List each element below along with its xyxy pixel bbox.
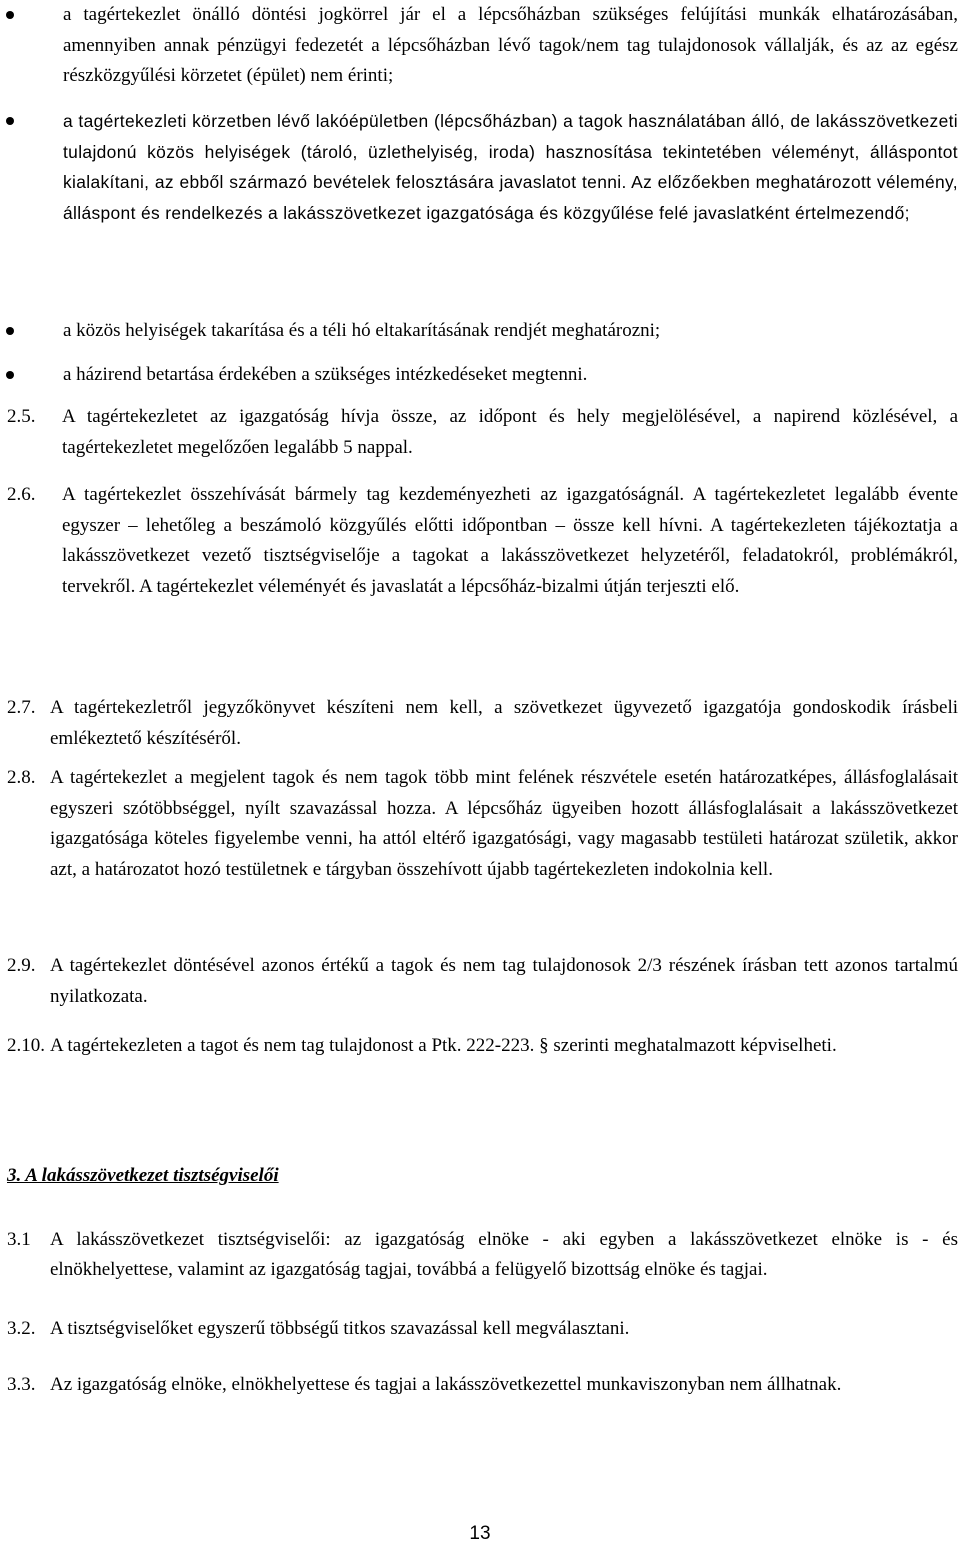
paragraph-text: A tagértekezletet az igazgatóság hívja össze, az időpont és hely megjelölésével, a napirend közlésével, a tagértekezletet megelőzően legalább 5 nappal. [62, 406, 958, 458]
bullet-text: a tagértekezlet önálló döntési jogkörrel jár el a lépcsőházban szükséges felújítási munkák elhatározásában, amennyiben annak pénzügyi fedezetét a lépcsőházban lévő tagok/nem tag tulajdonosok vállalják, és az az egész részközgyűlési körzetet (épület) nem érinti; [63, 4, 958, 86]
paragraph-text: A tagértekezlet döntésével azonos értékű a tagok és nem tag tulajdonosok 2/3 részének írásban tett azonos tartalmú nyilatkozata. [50, 955, 958, 1007]
paragraph-2-9 [7, 951, 958, 1012]
paragraph-2-7 [7, 693, 958, 754]
paragraph-number: 3.3. [7, 1374, 36, 1395]
paragraph-2-6 [7, 480, 958, 602]
bullet-text: a házirend betartása érdekében a szükséges intézkedéseket megtenni. [63, 364, 588, 385]
paragraph-number: 2.9. [7, 955, 36, 976]
paragraph-3-3 [7, 1370, 958, 1400]
paragraph-text: A tagértekezlet a megjelent tagok és nem tagok több mint felének részvétele esetén határozatképes, állásfoglalásait egyszeri szótöbbséggel, nyílt szavazással hozza. A lépcsőház ügyeiben hozott állásfoglalásait a lakásszövetkezet igazgatósága köteles figyelembe venni, ha attól eltérő igazgatósági, vagy magasabb testületi határozat születik, akkor azt, a határozatot hozó testületnek e tárgyban összehívott újabb tagértekezleten indokolnia kell. [50, 767, 958, 880]
paragraph-2-8 [7, 763, 958, 885]
paragraph-number: 2.8. [7, 767, 36, 788]
bullet-icon [6, 371, 14, 379]
paragraph-number: 2.7. [7, 697, 36, 718]
paragraph-text: A tisztségviselőket egyszerű többségű titkos szavazással kell megválasztani. [50, 1318, 630, 1339]
paragraph-text: A tagértekezlet összehívását bármely tag kezdeményezheti az igazgatóságnál. A tagértekezletet legalább évente egyszer – lehetőleg a beszámoló közgyűlés előtti időpontban – össze kell hívni. A tagértekezleten tájékoztatja a lakásszövetkezet vezető tisztségviselője a tagokat a lakásszövetkezet helyzetéről, feladatokról, problémákról, tervekről. A tagértekezlet véleményét és javaslatát a lépcsőház-bizalmi útján terjeszti elő. [62, 484, 958, 597]
bullet-item [6, 316, 958, 347]
paragraph-number: 2.10. [7, 1035, 45, 1056]
bullet-icon [6, 117, 14, 125]
paragraph-text: A tagértekezleten a tagot és nem tag tulajdonost a Ptk. 222-223. § szerinti meghatalmazott képviselheti. [50, 1035, 837, 1056]
paragraph-text: A lakásszövetkezet tisztségviselői: az igazgatóság elnöke - aki egyben a lakásszövetkezet elnöke is - és elnökhelyettese, valamint az igazgatóság tagjai, továbbá a felügyelő bizottság elnöke és tagjai. [50, 1229, 958, 1280]
bullet-icon [6, 11, 14, 19]
bullet-text: a tagértekezleti körzetben lévő lakóépületben (lépcsőházban) a tagok használatában álló, de lakásszövetkezeti tulajdonú közös helyiségek (tároló, üzlethelyiség, iroda) hasznosítása tekintetében véleményt, álláspontot kialakítani, az ebből származó bevételek felosztására javaslatot tenni. Az előzőekben meghatározott vélemény, álláspont és rendelkezés a lakásszövetkezet igazgatósága és közgyűlése felé javaslatként értelmezendő; [63, 111, 958, 223]
paragraph-number: 2.6. [7, 484, 36, 505]
bullet-text: a közös helyiségek takarítása és a téli hó eltakarításának rendjét meghatározni; [63, 320, 661, 341]
paragraph-number: 3.1 [7, 1229, 31, 1250]
bullet-item [6, 360, 958, 391]
paragraph-text: A tagértekezletről jegyzőkönyvet készíteni nem kell, a szövetkezet ügyvezető igazgatója gondoskodik írásbeli emlékeztető készítéséről. [50, 697, 958, 749]
bullet-icon [6, 327, 14, 335]
paragraph-2-10 [7, 1031, 958, 1062]
paragraph-text: Az igazgatóság elnöke, elnökhelyettese és tagjai a lakásszövetkezettel munkaviszonyban nem állhatnak. [50, 1374, 842, 1395]
paragraph-3-1 [7, 1225, 958, 1285]
paragraph-number: 2.5. [7, 406, 36, 427]
bullet-item [6, 106, 958, 228]
paragraph-number: 3.2. [7, 1318, 36, 1339]
paragraph-3-2 [7, 1314, 958, 1344]
bullet-item [6, 0, 958, 92]
page-number: 13 [469, 1523, 491, 1544]
paragraph-2-5 [7, 402, 958, 463]
section-heading: 3. A lakásszövetkezet tisztségviselői [7, 1165, 279, 1186]
